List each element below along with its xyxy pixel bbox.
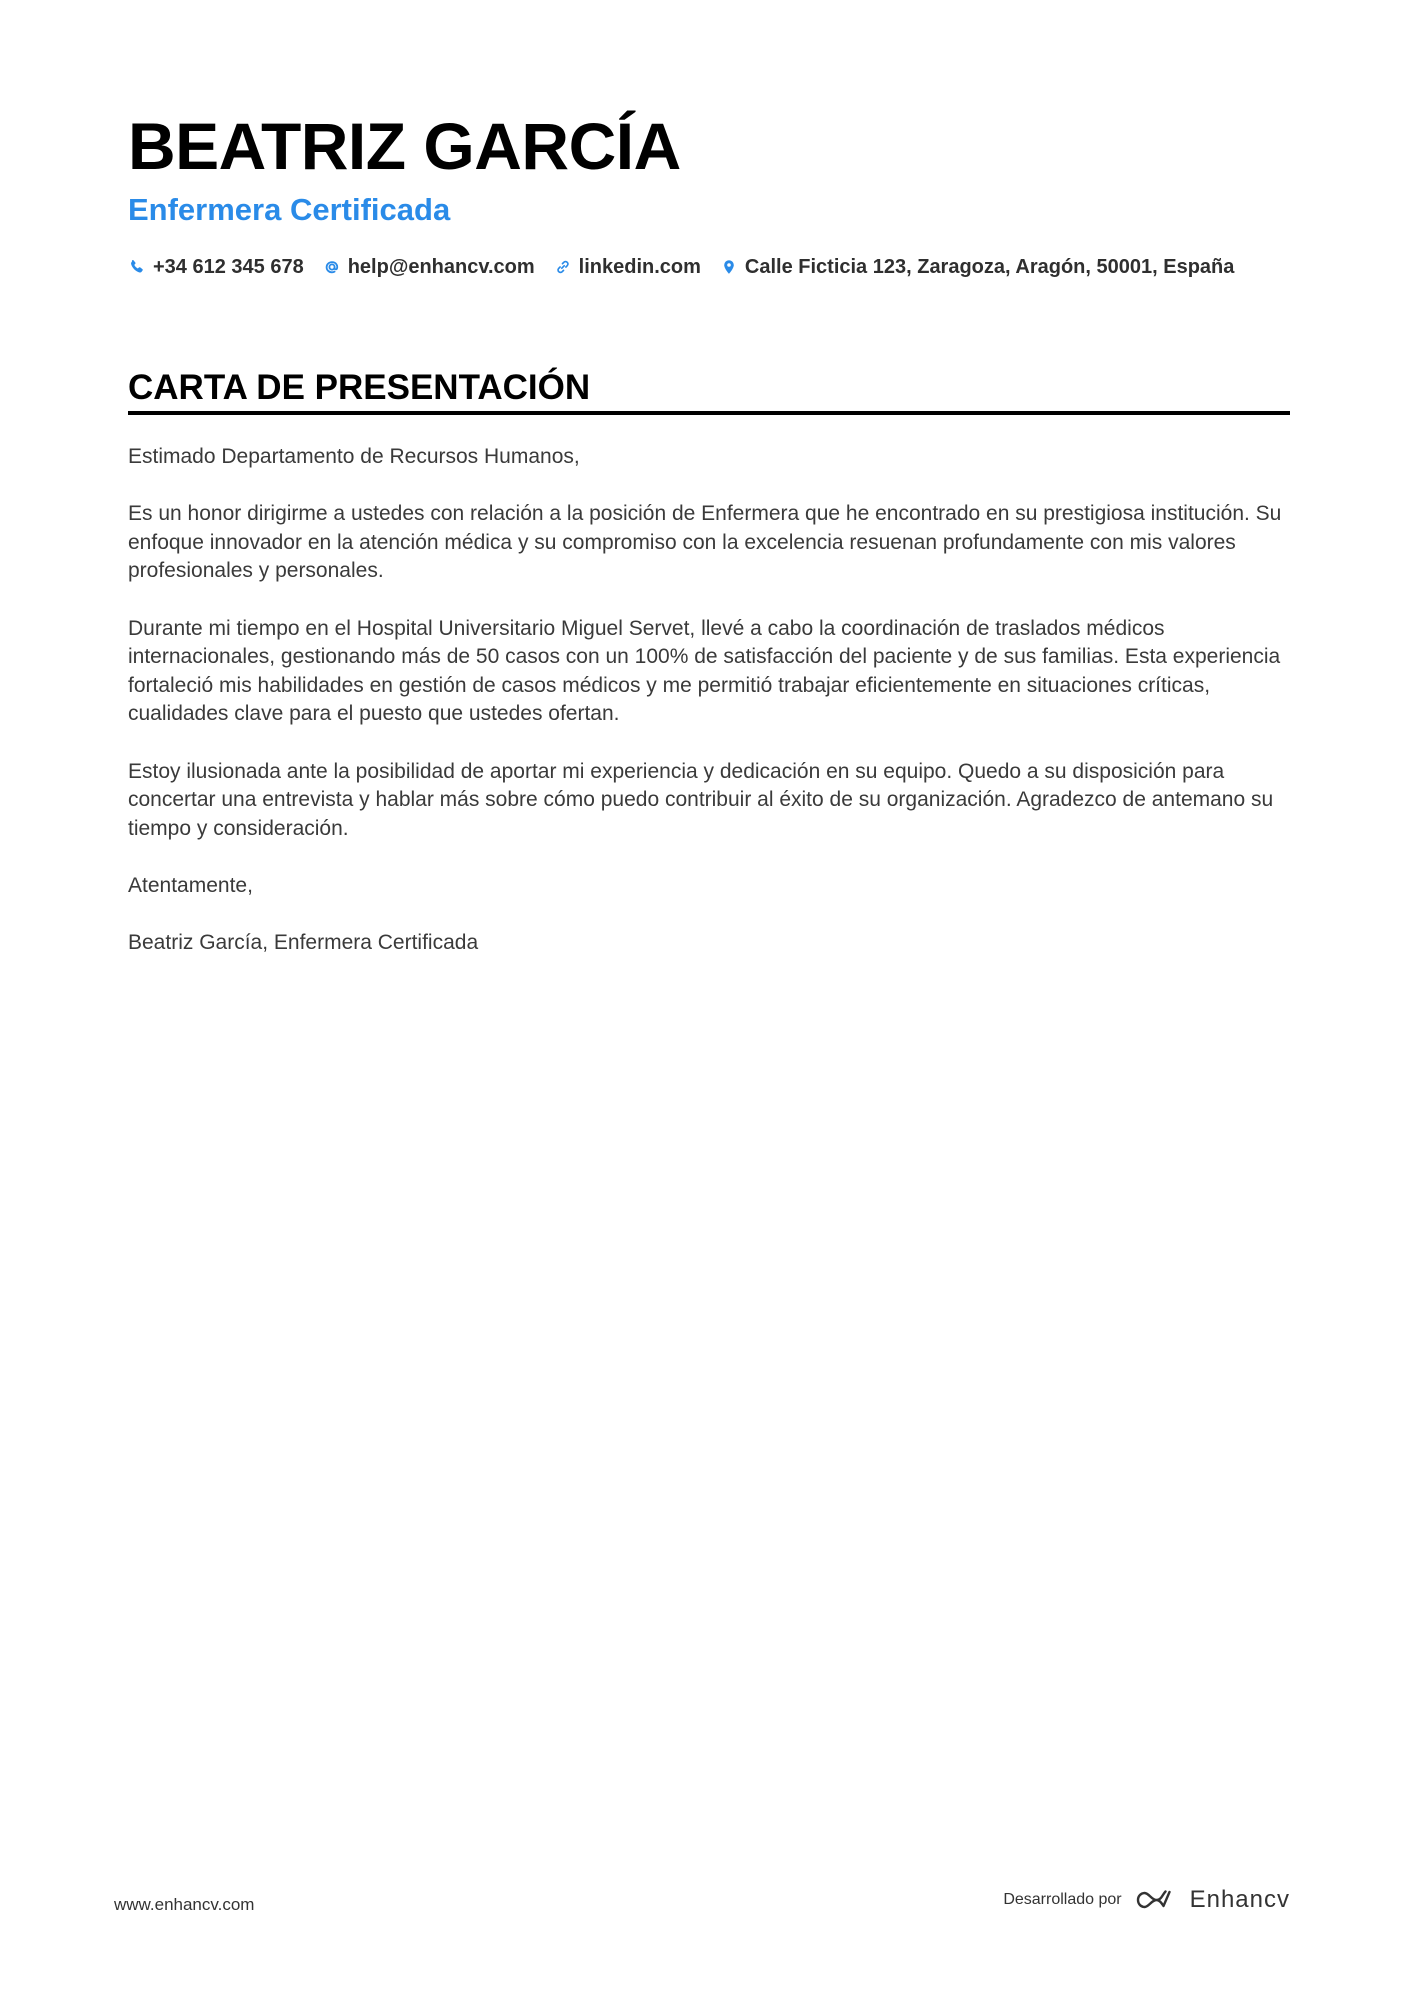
contact-address — [720, 256, 1234, 279]
applicant-title: Enfermera Certificada — [128, 192, 451, 227]
enhancv-brand-name: Enhancv — [1189, 1886, 1290, 1913]
contact-email-text: help@enhancv.com — [347, 255, 535, 278]
letter-paragraph: Durante mi tiempo en el Hospital Universitario Miguel Servet, llevé a cabo la coordinación de traslados médicos internacionales, gestionando más de 50 casos con un 100% de satisfacción del paciente y de sus familias. Esta experiencia fortaleció mis habilidades en gestión de casos médicos y me permitió trabajar eficientemente en situaciones críticas, cualidades clave para el puesto que ustedes ofertan. — [128, 616, 1281, 726]
footer-website[interactable]: www.enhancv.com — [114, 1895, 255, 1914]
section-title: CARTA DE PRESENTACIÓN — [128, 368, 591, 407]
link-icon — [554, 258, 572, 276]
contact-phone[interactable] — [128, 256, 304, 279]
letter-signature: Beatriz García, Enfermera Certificada — [128, 931, 479, 955]
at-icon — [323, 258, 341, 276]
enhancv-logo-icon — [1134, 1887, 1180, 1913]
contact-linkedin[interactable] — [554, 256, 701, 279]
contact-address-text: Calle Ficticia 123, Zaragoza, Aragón, 50001, España — [744, 255, 1235, 278]
enhancv-logo[interactable] — [1134, 1886, 1290, 1914]
letter-paragraph: Estoy ilusionada ante la posibilidad de aportar mi experiencia y dedicación en su equipo. Quedo a su disposición para concertar una entrevista y hablar más sobre cómo puedo contribuir al éxito de su organización. Agradezco de antemano su tiempo y consideración. — [128, 759, 1274, 840]
contact-bar — [128, 252, 1253, 282]
contact-linkedin-text: linkedin.com — [578, 255, 701, 278]
letter-paragraph: Es un honor dirigirme a ustedes con relación a la posición de Enfermera que he encontrado en su prestigiosa institución. Su enfoque innovador en la atención médica y su compromiso con la excelencia resuenan profundamente con mis valores profesionales y personales. — [128, 502, 1282, 583]
contact-phone-text: +34 612 345 678 — [153, 255, 304, 278]
applicant-name: BEATRIZ GARCÍA — [128, 109, 681, 183]
footer-developed-by: Desarrollado por — [1003, 1891, 1122, 1908]
section-divider — [128, 411, 1290, 415]
phone-icon — [128, 258, 146, 276]
footer-branding — [1003, 1886, 1290, 1914]
letter-body — [128, 443, 1298, 986]
letter-closing: Atentamente, — [128, 873, 253, 897]
letter-greeting: Estimado Departamento de Recursos Humanos, — [128, 445, 580, 468]
location-pin-icon — [720, 258, 738, 276]
contact-email[interactable] — [323, 256, 535, 279]
